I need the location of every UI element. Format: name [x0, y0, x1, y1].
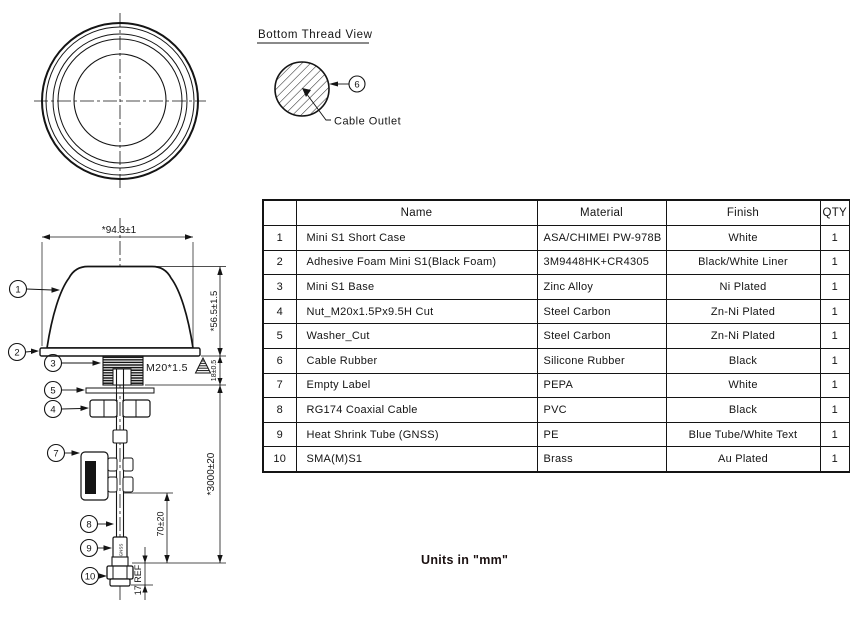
cell-finish: White [666, 373, 820, 398]
cell-name: RG174 Coaxial Cable [296, 398, 537, 423]
cell-item-number: 6 [263, 348, 296, 373]
dim-case-height: *56.5±1.5 [209, 290, 220, 332]
parts-table-container [262, 199, 850, 473]
callout-number: 9 [86, 543, 92, 555]
cable-ferrule [113, 430, 127, 443]
callout-number: 2 [14, 347, 20, 359]
callout-number: 4 [50, 404, 56, 416]
dim-shrink-position: 70±20 [155, 511, 166, 537]
callout-number: 3 [50, 358, 56, 370]
cell-qty: 1 [820, 373, 850, 398]
table-row [263, 398, 850, 423]
cell-name: Heat Shrink Tube (GNSS) [296, 422, 537, 447]
cell-name: Mini S1 Short Case [296, 226, 537, 251]
top-view-drawing [34, 13, 206, 190]
units-note: Units in "mm" [421, 553, 509, 567]
cell-qty: 1 [820, 299, 850, 324]
cell-item-number: 10 [263, 447, 296, 472]
cell-material: PEPA [537, 373, 666, 398]
antenna-case-outline [47, 267, 193, 349]
cell-material: PVC [537, 398, 666, 423]
cell-item-number: 7 [263, 373, 296, 398]
dim-thread-length: 18±0.5 [211, 359, 218, 382]
cell-item-number: 4 [263, 299, 296, 324]
cell-finish: Blue Tube/White Text [666, 422, 820, 447]
label-barcode-block [85, 461, 96, 494]
cell-finish: Black [666, 348, 820, 373]
cell-item-number: 8 [263, 398, 296, 423]
cell-finish: Zn-Ni Plated [666, 324, 820, 349]
table-header-row [263, 200, 850, 226]
col-header-material: Material [537, 200, 666, 226]
cell-name: Adhesive Foam Mini S1(Black Foam) [296, 250, 537, 275]
col-header-qty: QTY [820, 200, 850, 226]
callout-number: 6 [354, 79, 360, 91]
table-row [263, 226, 850, 251]
callout-number: 10 [84, 571, 96, 583]
cell-name: Empty Label [296, 373, 537, 398]
dim-cable-length: *3000±20 [206, 452, 217, 496]
cell-material: Steel Carbon [537, 324, 666, 349]
cell-material: Brass [537, 447, 666, 472]
bottom-thread-view [257, 29, 401, 128]
dim-connector-length: 17 REF [133, 564, 143, 596]
cell-qty: 1 [820, 348, 850, 373]
strain-relief-step [108, 458, 117, 471]
thread-hole-circle [275, 62, 329, 116]
cell-item-number: 5 [263, 324, 296, 349]
callout-number: 7 [53, 448, 59, 460]
table-row [263, 422, 850, 447]
cell-material: Silicone Rubber [537, 348, 666, 373]
cell-qty: 1 [820, 398, 850, 423]
cell-qty: 1 [820, 447, 850, 472]
cell-finish: Black [666, 398, 820, 423]
bottom-thread-view-title: Bottom Thread View [258, 29, 373, 41]
cell-item-number: 1 [263, 226, 296, 251]
table-row [263, 324, 850, 349]
cell-finish: White [666, 226, 820, 251]
sma-connector-tip [110, 579, 130, 586]
col-header-name: Name [296, 200, 537, 226]
cell-name: SMA(M)S1 [296, 447, 537, 472]
heat-shrink-text: GNSS [118, 543, 124, 557]
cell-item-number: 9 [263, 422, 296, 447]
table-row [263, 447, 850, 472]
cell-material: Steel Carbon [537, 299, 666, 324]
cell-qty: 1 [820, 226, 850, 251]
cell-material: 3M9448HK+CR4305 [537, 250, 666, 275]
cell-name: Cable Rubber [296, 348, 537, 373]
col-header-finish: Finish [666, 200, 820, 226]
dim-case-width: *94.3±1 [101, 225, 137, 236]
table-row [263, 348, 850, 373]
cell-qty: 1 [820, 324, 850, 349]
cell-finish: Black/White Liner [666, 250, 820, 275]
cell-qty: 1 [820, 250, 850, 275]
col-header-num [263, 200, 296, 226]
cell-material: ASA/CHIMEI PW-978B [537, 226, 666, 251]
leader-arrow [329, 82, 338, 87]
cell-item-number: 3 [263, 275, 296, 300]
callout-number: 1 [15, 284, 21, 296]
cell-material: Zinc Alloy [537, 275, 666, 300]
thread-cable-notch [113, 369, 131, 385]
callout-number: 5 [50, 385, 56, 397]
cell-name: Nut_M20x1.5Px9.5H Cut [296, 299, 537, 324]
table-row [263, 373, 850, 398]
antenna-base-plate [40, 348, 200, 356]
cell-qty: 1 [820, 275, 850, 300]
cell-finish: Au Plated [666, 447, 820, 472]
cell-finish: Zn-Ni Plated [666, 299, 820, 324]
cell-qty: 1 [820, 422, 850, 447]
table-row [263, 275, 850, 300]
cell-name: Mini S1 Base [296, 275, 537, 300]
side-view-drawing [40, 218, 200, 601]
callout-number: 8 [86, 519, 92, 531]
table-row [263, 250, 850, 275]
cell-name: Washer_Cut [296, 324, 537, 349]
sma-connector-body [107, 566, 133, 579]
cell-item-number: 2 [263, 250, 296, 275]
cell-finish: Ni Plated [666, 275, 820, 300]
table-row [263, 299, 850, 324]
cable-outlet-label: Cable Outlet [334, 115, 402, 128]
washer [86, 388, 154, 393]
sma-connector-neck [112, 557, 128, 566]
cell-material: PE [537, 422, 666, 447]
dim-thread-spec: M20*1.5 [146, 362, 188, 374]
delta-symbol-icon [196, 358, 211, 373]
parts-table [262, 199, 850, 473]
